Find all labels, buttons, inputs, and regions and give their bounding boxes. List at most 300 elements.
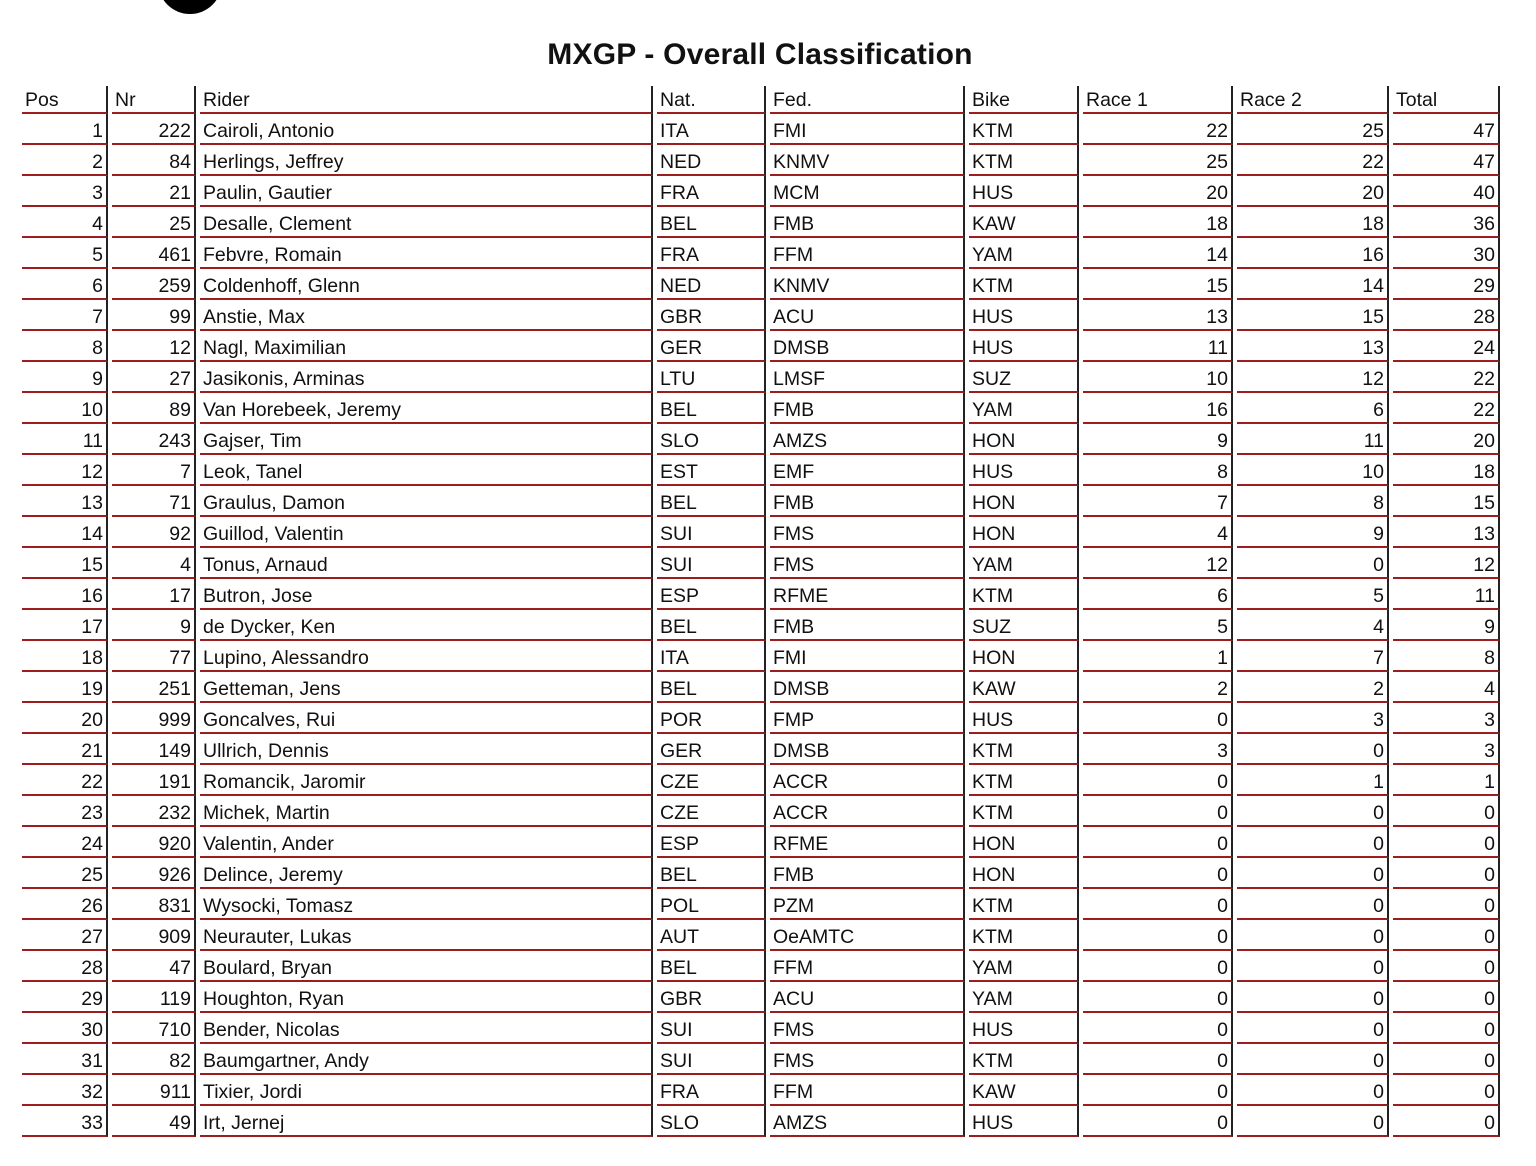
cell-fed: ACCR <box>770 765 965 796</box>
cell-fed: MCM <box>770 176 965 207</box>
cell-nat: FRA <box>657 1075 766 1106</box>
cell-race2: 14 <box>1237 269 1389 300</box>
cell-nat: BEL <box>657 207 766 238</box>
table-row <box>22 486 1500 517</box>
cell-race1: 9 <box>1083 424 1233 455</box>
cell-total: 1 <box>1393 765 1500 796</box>
cell-nat: GER <box>657 331 766 362</box>
cell-rider: Paulin, Gautier <box>200 176 653 207</box>
cell-total: 47 <box>1393 114 1500 145</box>
cell-race2: 0 <box>1237 1044 1389 1075</box>
cell-pos: 1 <box>22 114 108 145</box>
cell-race2: 0 <box>1237 796 1389 827</box>
cell-total: 22 <box>1393 362 1500 393</box>
cell-rider: Graulus, Damon <box>200 486 653 517</box>
cell-bike: KTM <box>969 579 1079 610</box>
cell-fed: RFME <box>770 579 965 610</box>
table-row <box>22 796 1500 827</box>
cell-race1: 15 <box>1083 269 1233 300</box>
cell-rider: Febvre, Romain <box>200 238 653 269</box>
cell-fed: FMB <box>770 207 965 238</box>
cell-rider: Lupino, Alessandro <box>200 641 653 672</box>
cell-total: 9 <box>1393 610 1500 641</box>
cell-nat: NED <box>657 145 766 176</box>
cell-total: 36 <box>1393 207 1500 238</box>
cell-nr: 926 <box>112 858 196 889</box>
cell-race1: 0 <box>1083 827 1233 858</box>
cell-total: 13 <box>1393 517 1500 548</box>
cell-nr: 77 <box>112 641 196 672</box>
cell-nr: 831 <box>112 889 196 920</box>
cell-bike: HON <box>969 641 1079 672</box>
cell-pos: 19 <box>22 672 108 703</box>
cell-total: 30 <box>1393 238 1500 269</box>
cell-race1: 25 <box>1083 145 1233 176</box>
cell-nat: GBR <box>657 300 766 331</box>
column-header-total: Total <box>1393 86 1500 114</box>
cell-bike: KAW <box>969 207 1079 238</box>
cell-fed: KNMV <box>770 269 965 300</box>
cell-pos: 2 <box>22 145 108 176</box>
cell-total: 29 <box>1393 269 1500 300</box>
table-row <box>22 858 1500 889</box>
cell-bike: HUS <box>969 331 1079 362</box>
cell-race1: 0 <box>1083 765 1233 796</box>
cell-rider: Anstie, Max <box>200 300 653 331</box>
column-header-fed: Fed. <box>770 86 965 114</box>
cell-race1: 0 <box>1083 1013 1233 1044</box>
cell-nr: 251 <box>112 672 196 703</box>
cell-race1: 14 <box>1083 238 1233 269</box>
cell-race2: 0 <box>1237 734 1389 765</box>
cell-bike: YAM <box>969 951 1079 982</box>
cell-nat: SUI <box>657 548 766 579</box>
cell-race2: 0 <box>1237 858 1389 889</box>
cell-race2: 0 <box>1237 920 1389 951</box>
cell-nat: BEL <box>657 393 766 424</box>
cell-pos: 29 <box>22 982 108 1013</box>
cell-total: 0 <box>1393 796 1500 827</box>
cell-total: 0 <box>1393 920 1500 951</box>
cell-nat: ESP <box>657 827 766 858</box>
cell-total: 40 <box>1393 176 1500 207</box>
table-row <box>22 331 1500 362</box>
cell-pos: 18 <box>22 641 108 672</box>
cell-pos: 8 <box>22 331 108 362</box>
cell-fed: FMS <box>770 1044 965 1075</box>
cell-total: 8 <box>1393 641 1500 672</box>
cell-rider: Guillod, Valentin <box>200 517 653 548</box>
cell-bike: YAM <box>969 393 1079 424</box>
cell-nat: GBR <box>657 982 766 1013</box>
cell-rider: Nagl, Maximilian <box>200 331 653 362</box>
table-row <box>22 1044 1500 1075</box>
cell-total: 11 <box>1393 579 1500 610</box>
table-row <box>22 517 1500 548</box>
table-row <box>22 982 1500 1013</box>
cell-rider: Desalle, Clement <box>200 207 653 238</box>
cell-total: 20 <box>1393 424 1500 455</box>
cell-rider: Irt, Jernej <box>200 1106 653 1137</box>
cell-race2: 9 <box>1237 517 1389 548</box>
cell-bike: KTM <box>969 269 1079 300</box>
cell-race1: 3 <box>1083 734 1233 765</box>
cell-nat: BEL <box>657 610 766 641</box>
table-row <box>22 238 1500 269</box>
cell-nat: GER <box>657 734 766 765</box>
cell-race2: 22 <box>1237 145 1389 176</box>
cell-fed: RFME <box>770 827 965 858</box>
cell-rider: Neurauter, Lukas <box>200 920 653 951</box>
cell-nat: SUI <box>657 1044 766 1075</box>
cell-rider: Delince, Jeremy <box>200 858 653 889</box>
cell-fed: FMB <box>770 393 965 424</box>
cell-nat: BEL <box>657 486 766 517</box>
table-row <box>22 827 1500 858</box>
table-row <box>22 641 1500 672</box>
cell-rider: Bender, Nicolas <box>200 1013 653 1044</box>
cell-pos: 9 <box>22 362 108 393</box>
cell-fed: ACU <box>770 982 965 1013</box>
cell-bike: HON <box>969 827 1079 858</box>
cell-race1: 0 <box>1083 889 1233 920</box>
cell-total: 0 <box>1393 1106 1500 1137</box>
results-body <box>22 114 1500 1137</box>
cell-pos: 7 <box>22 300 108 331</box>
cell-nr: 21 <box>112 176 196 207</box>
cell-pos: 15 <box>22 548 108 579</box>
cell-nat: POL <box>657 889 766 920</box>
column-header-nr: Nr <box>112 86 196 114</box>
cell-bike: KTM <box>969 145 1079 176</box>
cell-nr: 92 <box>112 517 196 548</box>
cell-rider: Houghton, Ryan <box>200 982 653 1013</box>
cell-race1: 0 <box>1083 1106 1233 1137</box>
cell-race2: 0 <box>1237 548 1389 579</box>
cell-nr: 12 <box>112 331 196 362</box>
cell-race2: 5 <box>1237 579 1389 610</box>
cell-race2: 0 <box>1237 951 1389 982</box>
cell-fed: FFM <box>770 1075 965 1106</box>
cell-race1: 6 <box>1083 579 1233 610</box>
cell-race2: 15 <box>1237 300 1389 331</box>
cell-nr: 911 <box>112 1075 196 1106</box>
table-row <box>22 207 1500 238</box>
cell-nr: 71 <box>112 486 196 517</box>
cell-fed: FMB <box>770 858 965 889</box>
cell-nr: 119 <box>112 982 196 1013</box>
cell-pos: 27 <box>22 920 108 951</box>
page-title: MXGP - Overall Classification <box>547 38 973 71</box>
cell-total: 18 <box>1393 455 1500 486</box>
cell-race2: 12 <box>1237 362 1389 393</box>
cell-nr: 4 <box>112 548 196 579</box>
cell-nr: 191 <box>112 765 196 796</box>
cell-pos: 32 <box>22 1075 108 1106</box>
cell-nr: 710 <box>112 1013 196 1044</box>
cell-race1: 5 <box>1083 610 1233 641</box>
cell-total: 24 <box>1393 331 1500 362</box>
cell-fed: DMSB <box>770 331 965 362</box>
table-row <box>22 1013 1500 1044</box>
table-row <box>22 579 1500 610</box>
cell-pos: 31 <box>22 1044 108 1075</box>
cell-nat: SUI <box>657 517 766 548</box>
cell-pos: 25 <box>22 858 108 889</box>
cell-nr: 920 <box>112 827 196 858</box>
cell-rider: Leok, Tanel <box>200 455 653 486</box>
cell-race2: 8 <box>1237 486 1389 517</box>
cell-total: 3 <box>1393 703 1500 734</box>
cell-nat: FRA <box>657 238 766 269</box>
cell-pos: 22 <box>22 765 108 796</box>
cell-race1: 16 <box>1083 393 1233 424</box>
cell-pos: 28 <box>22 951 108 982</box>
table-row <box>22 951 1500 982</box>
cell-bike: HUS <box>969 703 1079 734</box>
cell-bike: KTM <box>969 114 1079 145</box>
cell-total: 3 <box>1393 734 1500 765</box>
cell-bike: HUS <box>969 455 1079 486</box>
cell-pos: 10 <box>22 393 108 424</box>
cell-bike: KTM <box>969 1044 1079 1075</box>
cell-bike: HON <box>969 858 1079 889</box>
cell-rider: Herlings, Jeffrey <box>200 145 653 176</box>
table-row <box>22 393 1500 424</box>
table-row <box>22 610 1500 641</box>
table-row <box>22 176 1500 207</box>
cell-pos: 13 <box>22 486 108 517</box>
cell-nat: BEL <box>657 858 766 889</box>
cell-rider: Gajser, Tim <box>200 424 653 455</box>
cell-pos: 24 <box>22 827 108 858</box>
cell-race1: 0 <box>1083 703 1233 734</box>
cell-fed: LMSF <box>770 362 965 393</box>
cell-nat: LTU <box>657 362 766 393</box>
cell-nr: 259 <box>112 269 196 300</box>
cell-bike: KTM <box>969 734 1079 765</box>
cell-race2: 13 <box>1237 331 1389 362</box>
table-row <box>22 1106 1500 1137</box>
cell-nr: 222 <box>112 114 196 145</box>
header-row <box>22 86 1500 114</box>
cell-race1: 18 <box>1083 207 1233 238</box>
cell-rider: Tixier, Jordi <box>200 1075 653 1106</box>
cell-fed: FMS <box>770 517 965 548</box>
cell-race2: 10 <box>1237 455 1389 486</box>
cell-race1: 10 <box>1083 362 1233 393</box>
cell-bike: HON <box>969 424 1079 455</box>
cell-rider: Van Horebeek, Jeremy <box>200 393 653 424</box>
cell-race1: 7 <box>1083 486 1233 517</box>
cell-pos: 20 <box>22 703 108 734</box>
cell-race1: 11 <box>1083 331 1233 362</box>
cell-rider: Romancik, Jaromir <box>200 765 653 796</box>
cell-fed: FFM <box>770 238 965 269</box>
cell-rider: Cairoli, Antonio <box>200 114 653 145</box>
column-header-nat: Nat. <box>657 86 766 114</box>
cell-pos: 23 <box>22 796 108 827</box>
cell-bike: KTM <box>969 796 1079 827</box>
column-header-race1: Race 1 <box>1083 86 1233 114</box>
cell-pos: 21 <box>22 734 108 765</box>
cell-rider: Tonus, Arnaud <box>200 548 653 579</box>
cell-fed: FMB <box>770 486 965 517</box>
cell-race2: 0 <box>1237 827 1389 858</box>
cell-race1: 8 <box>1083 455 1233 486</box>
cell-rider: Getteman, Jens <box>200 672 653 703</box>
cell-nat: ESP <box>657 579 766 610</box>
cell-bike: KTM <box>969 889 1079 920</box>
cell-nat: SLO <box>657 1106 766 1137</box>
logo-fragment <box>158 0 222 14</box>
cell-total: 0 <box>1393 1044 1500 1075</box>
cell-fed: PZM <box>770 889 965 920</box>
table-row <box>22 548 1500 579</box>
cell-pos: 4 <box>22 207 108 238</box>
cell-total: 0 <box>1393 858 1500 889</box>
cell-pos: 17 <box>22 610 108 641</box>
cell-total: 0 <box>1393 889 1500 920</box>
cell-rider: Jasikonis, Arminas <box>200 362 653 393</box>
cell-total: 4 <box>1393 672 1500 703</box>
cell-rider: Goncalves, Rui <box>200 703 653 734</box>
cell-fed: FMS <box>770 548 965 579</box>
table-row <box>22 920 1500 951</box>
cell-rider: Coldenhoff, Glenn <box>200 269 653 300</box>
table-row <box>22 362 1500 393</box>
table-row <box>22 424 1500 455</box>
table-row <box>22 145 1500 176</box>
cell-fed: FMP <box>770 703 965 734</box>
column-header-bike: Bike <box>969 86 1079 114</box>
cell-race2: 4 <box>1237 610 1389 641</box>
cell-rider: Wysocki, Tomasz <box>200 889 653 920</box>
cell-nr: 909 <box>112 920 196 951</box>
cell-total: 22 <box>1393 393 1500 424</box>
cell-nr: 243 <box>112 424 196 455</box>
cell-race2: 1 <box>1237 765 1389 796</box>
cell-bike: HUS <box>969 1013 1079 1044</box>
cell-nr: 47 <box>112 951 196 982</box>
cell-race1: 0 <box>1083 951 1233 982</box>
column-header-pos: Pos <box>22 86 108 114</box>
cell-bike: KTM <box>969 765 1079 796</box>
cell-race1: 0 <box>1083 982 1233 1013</box>
cell-nr: 149 <box>112 734 196 765</box>
cell-nat: SUI <box>657 1013 766 1044</box>
cell-nat: NED <box>657 269 766 300</box>
cell-nat: BEL <box>657 951 766 982</box>
cell-nr: 25 <box>112 207 196 238</box>
cell-pos: 14 <box>22 517 108 548</box>
table-row <box>22 889 1500 920</box>
cell-race2: 25 <box>1237 114 1389 145</box>
cell-nr: 82 <box>112 1044 196 1075</box>
cell-pos: 12 <box>22 455 108 486</box>
cell-nat: ITA <box>657 641 766 672</box>
cell-nr: 99 <box>112 300 196 331</box>
cell-nat: SLO <box>657 424 766 455</box>
cell-nat: AUT <box>657 920 766 951</box>
cell-rider: Michek, Martin <box>200 796 653 827</box>
cell-total: 0 <box>1393 982 1500 1013</box>
cell-nr: 9 <box>112 610 196 641</box>
cell-pos: 6 <box>22 269 108 300</box>
cell-race1: 1 <box>1083 641 1233 672</box>
cell-nat: CZE <box>657 796 766 827</box>
cell-fed: DMSB <box>770 672 965 703</box>
cell-bike: SUZ <box>969 362 1079 393</box>
cell-rider: Boulard, Bryan <box>200 951 653 982</box>
cell-pos: 30 <box>22 1013 108 1044</box>
cell-nr: 232 <box>112 796 196 827</box>
cell-fed: AMZS <box>770 1106 965 1137</box>
cell-bike: HON <box>969 517 1079 548</box>
cell-race2: 0 <box>1237 1075 1389 1106</box>
table-row <box>22 114 1500 145</box>
cell-pos: 3 <box>22 176 108 207</box>
cell-race2: 18 <box>1237 207 1389 238</box>
cell-race2: 3 <box>1237 703 1389 734</box>
cell-race2: 6 <box>1237 393 1389 424</box>
cell-fed: FMI <box>770 641 965 672</box>
cell-bike: HUS <box>969 300 1079 331</box>
cell-bike: YAM <box>969 238 1079 269</box>
cell-nat: ITA <box>657 114 766 145</box>
cell-nat: BEL <box>657 672 766 703</box>
cell-total: 12 <box>1393 548 1500 579</box>
classification-table <box>18 86 1504 1137</box>
cell-fed: FMB <box>770 610 965 641</box>
cell-race1: 22 <box>1083 114 1233 145</box>
cell-fed: FMS <box>770 1013 965 1044</box>
cell-bike: SUZ <box>969 610 1079 641</box>
cell-rider: Baumgartner, Andy <box>200 1044 653 1075</box>
cell-fed: FMI <box>770 114 965 145</box>
cell-nat: EST <box>657 455 766 486</box>
cell-fed: FFM <box>770 951 965 982</box>
table-row <box>22 269 1500 300</box>
cell-bike: HON <box>969 486 1079 517</box>
cell-bike: HUS <box>969 1106 1079 1137</box>
cell-bike: YAM <box>969 548 1079 579</box>
cell-total: 0 <box>1393 1013 1500 1044</box>
cell-nr: 17 <box>112 579 196 610</box>
cell-bike: YAM <box>969 982 1079 1013</box>
cell-pos: 26 <box>22 889 108 920</box>
table-row <box>22 703 1500 734</box>
cell-race2: 20 <box>1237 176 1389 207</box>
cell-nr: 27 <box>112 362 196 393</box>
cell-total: 0 <box>1393 827 1500 858</box>
table-row <box>22 455 1500 486</box>
cell-race1: 0 <box>1083 796 1233 827</box>
cell-pos: 11 <box>22 424 108 455</box>
cell-race2: 0 <box>1237 1106 1389 1137</box>
cell-nat: POR <box>657 703 766 734</box>
cell-nr: 461 <box>112 238 196 269</box>
cell-total: 0 <box>1393 1075 1500 1106</box>
cell-nr: 84 <box>112 145 196 176</box>
cell-nat: FRA <box>657 176 766 207</box>
cell-race2: 0 <box>1237 1013 1389 1044</box>
table-row <box>22 1075 1500 1106</box>
cell-race1: 0 <box>1083 858 1233 889</box>
cell-race1: 20 <box>1083 176 1233 207</box>
cell-race1: 0 <box>1083 920 1233 951</box>
cell-nr: 89 <box>112 393 196 424</box>
